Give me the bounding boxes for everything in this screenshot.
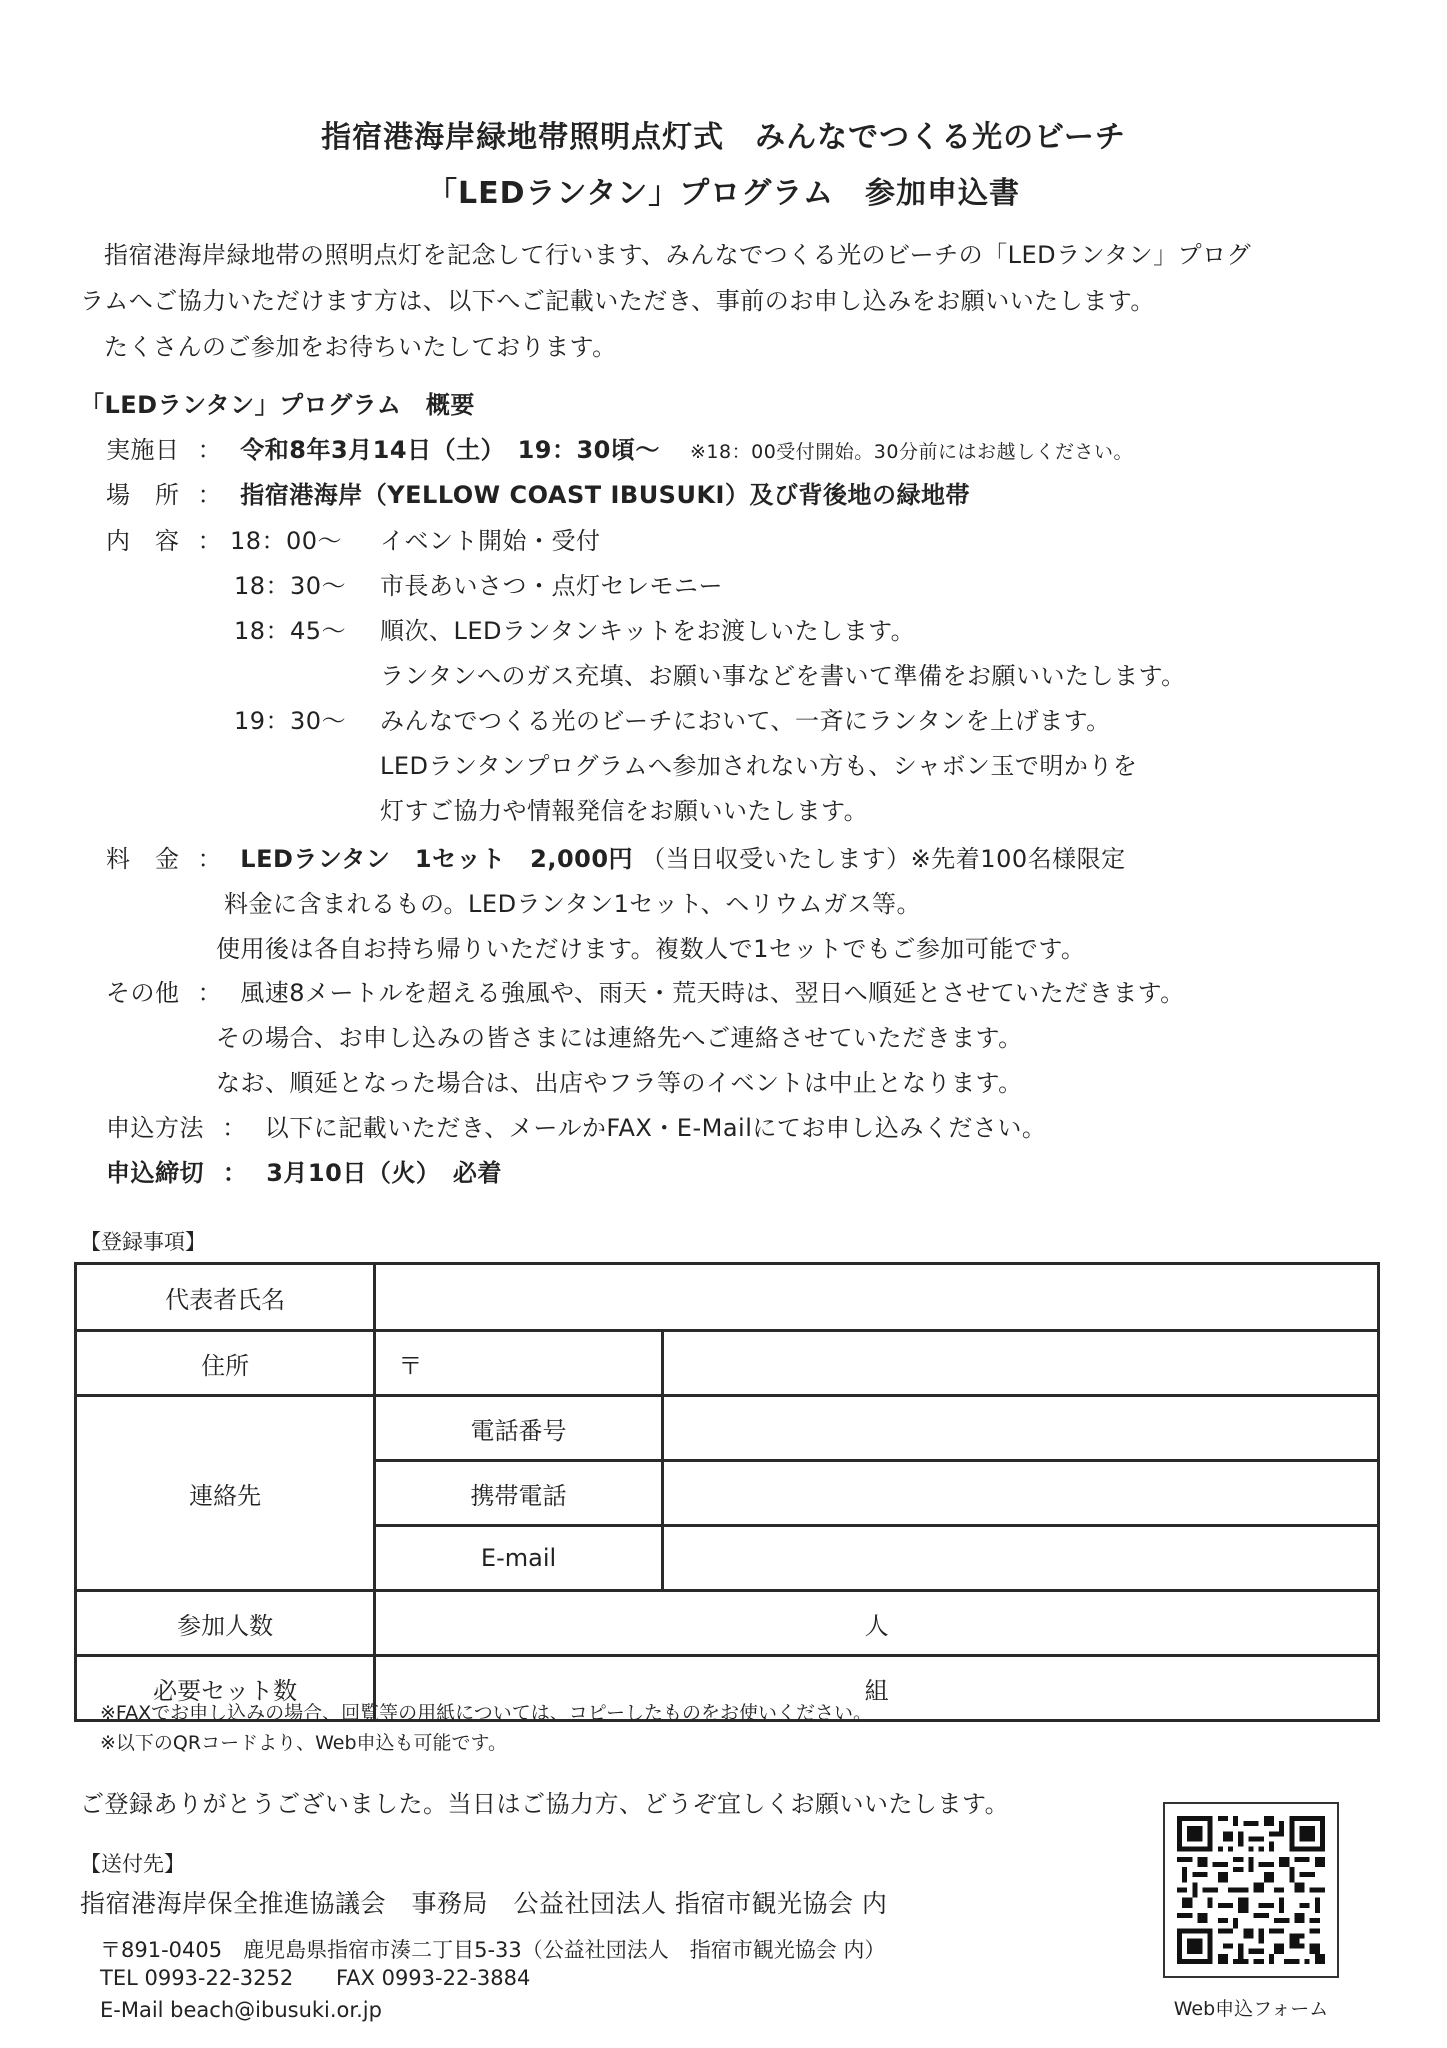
registration-table — [74, 1262, 1380, 1722]
deadline-value: 3月10日（火） 必着 — [266, 1159, 502, 1187]
name-field[interactable] — [375, 1264, 1379, 1331]
other-line: 風速8メートルを超える強風や、雨天・荒天時は、翌日へ順延とさせていただきます。 — [240, 979, 1185, 1007]
schedule-text: 市長あいさつ・点灯セレモニー — [380, 572, 723, 600]
phone-label: 電話番号 — [375, 1396, 662, 1461]
registration-note: ※FAXでお申し込みの場合、回覧等の用紙については、コピーしたものをお使いください。 — [100, 1702, 872, 1724]
table-row — [76, 1591, 1379, 1656]
deadline-colon: ： — [222, 1159, 248, 1187]
mobile-field[interactable] — [662, 1461, 1378, 1526]
email-field[interactable] — [662, 1526, 1378, 1591]
send-to-email[interactable]: E-Mail beach@ibusuki.or.jp — [100, 1998, 382, 2022]
address-label: 住所 — [76, 1331, 375, 1396]
name-label: 代表者氏名 — [76, 1264, 375, 1331]
place-row — [106, 475, 970, 510]
content-label: 内 容 — [106, 527, 180, 555]
fee-note: （当日収受いたします）※先着100名様限定 — [641, 845, 1126, 873]
deadline-label: 申込締切 — [106, 1159, 204, 1187]
schedule-text: 順次、LEDランタンキットをお渡しいたします。 — [380, 617, 916, 645]
date-label: 実施日 — [106, 436, 180, 464]
schedule-text: みんなでつくる光のビーチにおいて、一斉にランタンを上げます。 — [380, 707, 1111, 735]
fee-label: 料 金 — [106, 845, 180, 873]
address-field[interactable] — [662, 1331, 1378, 1396]
schedule-time: 18：30～ — [234, 572, 347, 600]
document-title-line2: 「LEDランタン」プログラム 参加申込書 — [426, 176, 1020, 211]
contact-label: 連絡先 — [76, 1396, 375, 1591]
sets-unit: 組 — [864, 1676, 889, 1705]
table-row — [76, 1331, 1379, 1396]
schedule-text: 灯すご協力や情報発信をお願いいたします。 — [380, 797, 869, 825]
participants-unit: 人 — [864, 1611, 889, 1640]
intro-line3: たくさんのご参加をお待ちいたしております。 — [104, 333, 617, 361]
send-to-heading: 【送付先】 — [80, 1852, 185, 1876]
email-label: E-mail — [375, 1526, 662, 1591]
content-colon: ： — [197, 527, 223, 555]
schedule-time: 18：45～ — [234, 617, 347, 645]
send-to-fax: FAX 0993-22-3884 — [336, 1966, 531, 1990]
place-label: 場 所 — [106, 481, 180, 509]
date-value: 令和8年3月14日（土） 19：30頃～ — [240, 436, 660, 464]
fee-line3: 使用後は各自お持ち帰りいただけます。複数人で1セットでもご参加可能です。 — [216, 935, 1086, 963]
intro-line2: ラムへご協力いただけます方は、以下へご記載いただき、事前のお申し込みをお願いいたします。 — [80, 287, 1155, 315]
schedule-time: 19：30～ — [234, 707, 347, 735]
qr-code[interactable] — [1163, 1802, 1339, 1978]
method-value: 以下に記載いただき、メールかFAX・E-Mailにてお申し込みください。 — [264, 1114, 1047, 1142]
date-note: ※18：00受付開始。30分前にはお越しください。 — [690, 441, 1133, 463]
method-label: 申込方法 — [106, 1114, 204, 1142]
qr-code-icon — [1177, 1816, 1325, 1964]
postal-mark: 〒 — [398, 1351, 423, 1380]
schedule-text: ランタンへのガス充填、お願い事などを書いて準備をお願いいたします。 — [380, 662, 1186, 690]
other-row — [106, 973, 1185, 1008]
registration-heading: 【登録事項】 — [80, 1230, 206, 1254]
send-to-address: 〒891-0405 鹿児島県指宿市湊二丁目5-33（公益社団法人 指宿市観光協会 内） — [100, 1938, 886, 1962]
thanks-message: ご登録ありがとうございました。当日はご協力方、どうぞ宜しくお願いいたします。 — [80, 1790, 1010, 1818]
date-row — [106, 430, 1133, 465]
overview-heading: 「LEDランタン」プログラム 概要 — [80, 391, 475, 419]
deadline-row — [106, 1153, 502, 1188]
send-to-tel: TEL 0993-22-3252 — [100, 1966, 294, 1990]
document-title-line1: 指宿港海岸緑地帯照明点灯式 みんなでつくる光のビーチ — [321, 120, 1126, 155]
schedule-text: イベント開始・受付 — [380, 527, 601, 555]
method-row — [106, 1108, 1046, 1143]
fee-value: LEDランタン 1セット 2,000円 — [240, 845, 634, 873]
sets-label: 必要セット数 — [76, 1656, 375, 1721]
place-colon: ： — [197, 481, 223, 509]
participants-label: 参加人数 — [76, 1591, 375, 1656]
participants-field[interactable] — [375, 1591, 1379, 1656]
fee-colon: ： — [197, 845, 223, 873]
schedule-text: LEDランタンプログラムへ参加されない方も、シャボン玉で明かりを — [380, 752, 1138, 780]
content-label-row — [106, 521, 232, 556]
table-row — [76, 1396, 1379, 1461]
registration-note: ※以下のQRコードより、Web申込も可能です。 — [100, 1732, 507, 1754]
place-value: 指宿港海岸（YELLOW COAST IBUSUKI）及び背後地の緑地帯 — [240, 481, 970, 509]
date-colon: ： — [197, 436, 223, 464]
intro-line1: 指宿港海岸緑地帯の照明点灯を記念して行います、みんなでつくる光のビーチの「LEDランタン」プログ — [104, 241, 1252, 269]
other-colon: ： — [197, 979, 223, 1007]
mobile-label: 携帯電話 — [375, 1461, 662, 1526]
method-colon: ： — [222, 1114, 247, 1142]
other-line: なお、順延となった場合は、出店やフラ等のイベントは中止となります。 — [216, 1069, 1023, 1097]
postal-code-field[interactable] — [375, 1331, 662, 1396]
other-line: その場合、お申し込みの皆さまには連絡先へご連絡させていただきます。 — [216, 1024, 1023, 1052]
table-row — [76, 1264, 1379, 1331]
phone-field[interactable] — [662, 1396, 1378, 1461]
send-to-org: 指宿港海岸保全推進協議会 事務局 公益社団法人 指宿市観光協会 内 — [80, 1889, 888, 1918]
schedule-time: 18：00～ — [230, 527, 343, 555]
fee-line2: 料金に含まれるもの。LEDランタン1セット、ヘリウムガス等。 — [224, 890, 921, 918]
fee-row — [106, 839, 1126, 874]
other-label: その他 — [106, 979, 180, 1007]
qr-caption: Web申込フォーム — [1173, 1998, 1329, 2020]
